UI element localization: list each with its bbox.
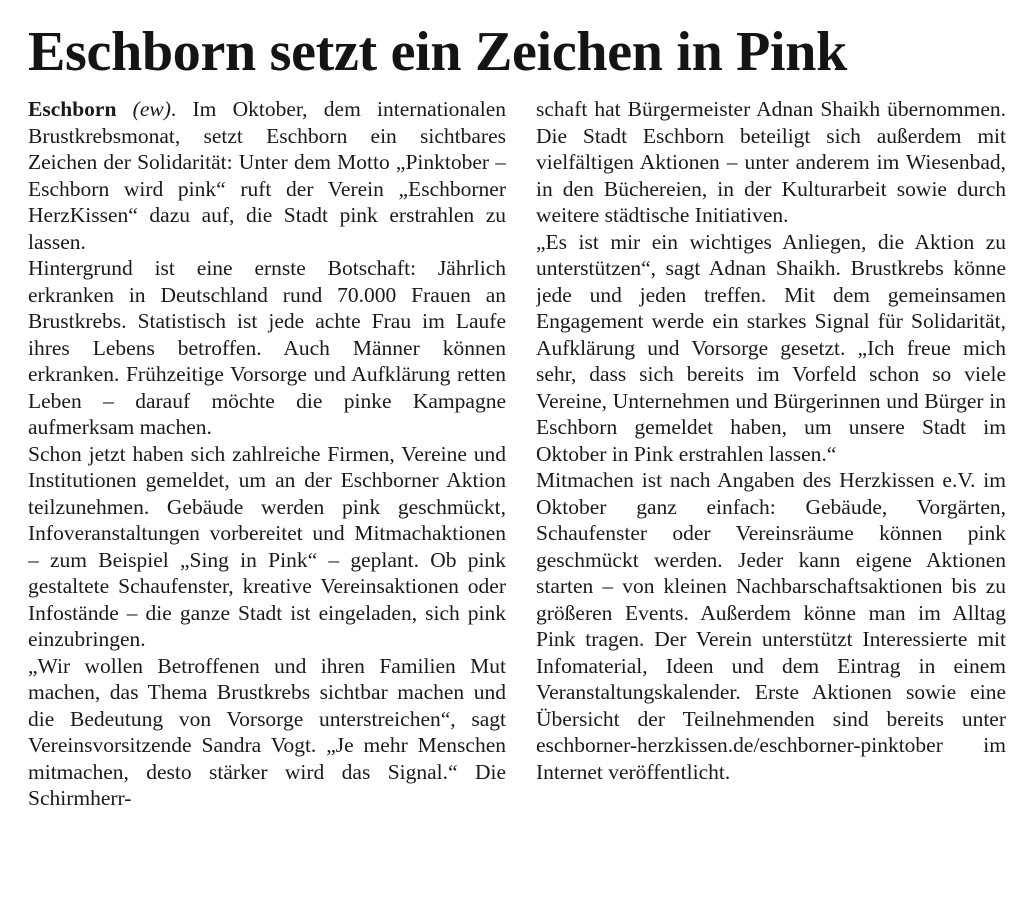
article-paragraph: Hintergrund ist eine ernste Botschaft: Jährlich erkranken in Deutschland rund 70.000 Frauen an Brustkrebs. Statistisch ist jede achte Frau im Laufe ihres Lebens betroffen. Auch Männer können erkranken. Frühzeitige Vorsorge und Aufklärung retten Leben – darauf möchte die pinke Kampagne aufmerksam machen. <box>28 256 506 439</box>
article-author: (ew) <box>132 97 171 121</box>
article-column-right <box>536 96 1006 785</box>
article-dateline: Eschborn <box>28 97 117 121</box>
article-paragraph <box>28 96 506 255</box>
article-paragraph: schaft hat Bürgermeister Adnan Shaikh übernommen. Die Stadt Eschborn beteiligt sich außerdem mit vielfältigen Aktionen – unter anderem im Wiesenbad, in den Büchereien, in der Kulturarbeit sowie durch weitere städtische Initiativen. <box>536 97 1006 227</box>
article-paragraph: „Es ist mir ein wichtiges Anliegen, die Aktion zu unterstützen“, sagt Adnan Shaikh. Brustkrebs könne jede und jeden treffen. Mit dem gemeinsamen Engagement werde ein starkes Signal für Solidarität, Aufklärung und Vorsorge gesetzt. „Ich freue mich sehr, dass sich bereits im Vorfeld schon so viele Vereine, Unternehmen und Bürgerinnen und Bürger in Eschborn gemeldet haben, um unsere Stadt im Oktober in Pink erstrahlen lassen.“ <box>536 229 1006 466</box>
article-column-left <box>28 96 506 812</box>
article-paragraph: Schon jetzt haben sich zahlreiche Firmen, Vereine und Institutionen gemeldet, um an der Eschborner Aktion teilzunehmen. Gebäude werden pink geschmückt, Infoveranstaltungen vorbereitet und Mitmachaktionen – zum Beispiel „Sing in Pink“ – geplant. Ob pink gestaltete Schaufenster, kreative Vereinsaktionen oder Infostände – die ganze Stadt ist eingeladen, sich pink einzubringen. <box>28 441 506 651</box>
article-paragraph: „Wir wollen Betroffenen und ihren Familien Mut machen, das Thema Brustkrebs sichtbar machen und die Bedeutung von Vorsorge unterstreichen“, sagt Vereinsvorsitzende Sandra Vogt. „Je mehr Menschen mitmachen, desto stärker wird das Signal.“ Die Schirmherr- <box>28 653 506 810</box>
article-paragraph-text: . Im Oktober, dem internationalen Brustkrebsmonat, setzt Eschborn ein sichtbares Zeichen der Solidarität: Unter dem Motto „Pinktober – Eschborn wird pink“ ruft der Verein „Eschborner HerzKissen“ dazu auf, die Stadt pink erstrahlen zu lassen. <box>28 97 506 254</box>
article-headline: Eschborn setzt ein Zeichen in Pink <box>28 21 847 83</box>
article-paragraph: Mitmachen ist nach Angaben des Herzkissen e.V. im Oktober ganz einfach: Gebäude, Vorgärten, Schaufenster oder Vereinsräume können pink geschmückt werden. Jeder kann eigene Aktionen starten – von kleinen Nachbarschaftsaktionen bis zu größeren Events. Außerdem könne man im Alltag Pink tragen. Der Verein unterstützt Interessierte mit Infomaterial, Ideen und dem Eintrag in einem Veranstaltungskalender. Erste Aktionen sowie eine Übersicht der Teilnehmenden sind bereits unter eschborner-herzkissen.de/eschborner-pinktober im Internet veröffentlicht. <box>536 468 1006 784</box>
